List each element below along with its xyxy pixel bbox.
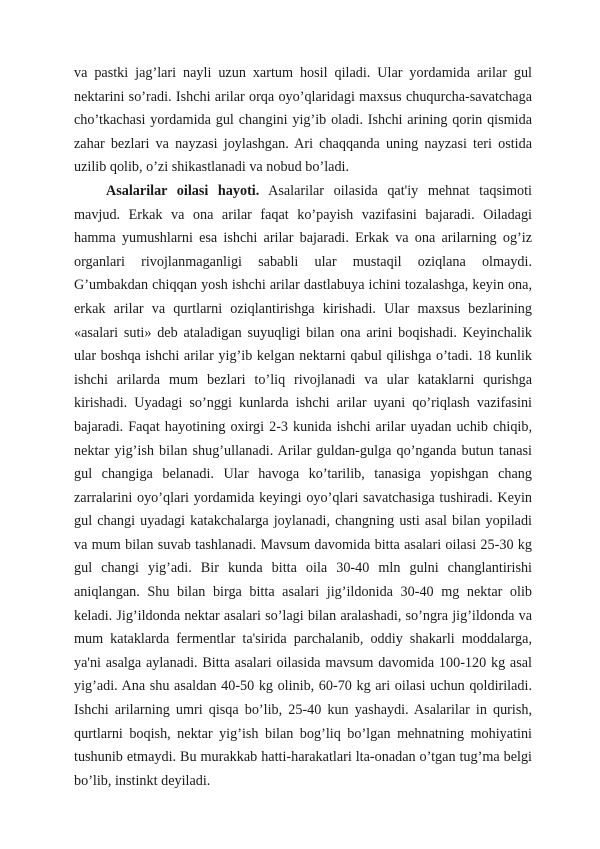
- document-page: [74, 62, 532, 793]
- paragraph-text: va pastki jag’lari nayli uzun xartum hosil qiladi. Ular yordamida arilar gul nektarini so’radi. Ishchi arilar orqa oyo’qlaridagi maxsus chuqurcha-savatchaga cho’tkachasi yordamida gul changini yig’ib oladi. Ishchi arining qorin qismida zahar bezlari va nayzasi joylashgan. Ari chaqqanda uning nayzasi teri ostida uzilib qolib, o’zi shikastlanadi va nobud bo’ladi.: [74, 65, 532, 176]
- paragraph-colony-life: [74, 180, 532, 793]
- paragraph-bee-anatomy: [74, 62, 532, 180]
- paragraph-text: Asalarilar oilasida qat'iy mehnat taqsimoti mavjud. Erkak va ona arilar faqat ko’payish vazifasini bajaradi. Oiladagi hamma yumushlarni esa ishchi arilar bajaradi. Erkak va ona arilarning og’iz organlari rivojlanmaganligi sababli ular mustaqil oziqlana olmaydi. G’umbakdan chiqqan yosh ishchi arilar dastlabuya ichini tozalashga, keyin ona, erkak arilar va qurtlarni oziqlantirishga kirishadi. Ular maxsus bezlarining «asalari suti» deb ataladigan suyuqligi bilan ona arini boqishadi. Keyinchalik ular boshqa ishchi arilar yig’ib kelgan nektarni qabul qilishga o’tadi. 18 kunlik ishchi arilarda mum bezlari to’liq rivojlanadi va ular kataklarni qurishga kirishadi. Uyadagi so’nggi kunlarda ishchi arilar uyani qo’riqlash vazifasini bajaradi. Faqat hayotining oxirgi 2-3 kunida ishchi arilar uyadan uchib chiqib, nektar yig’ish bilan shug’ullanadi. Arilar guldan-gulga qo’nganda butun tanasi gul changiga belanadi. Ular havoga ko’tarilib, tanasiga yopishgan chang zarralarini oyo’qlari yordamida keyingi oyo’qlari savatchasiga tushiradi. Keyin gul changi uyadagi katakchalarga joylanadi, changning usti asal bilan yopiladi va mum bilan suvab tashlanadi. Mavsum davomida bitta asalari oilasi 25-30 kg gul changi yig’adi. Bir kunda bitta oila 30-40 mln gulni changlantirishi aniqlangan. Shu bilan birga bitta asalari jig’ildonida 30-40 mg nektar olib keladi. Jig’ildonda nektar asalari so’lagi bilan aralashadi, so’ngra jig’ildonda va mum kataklarda fermentlar ta'sirida parchalanib, oddiy shakarli moddalarga, ya'ni asalga aylanadi. Bitta asalari oilasida mavsum davomida 100-120 kg asal yig’adi. Ana shu asaldan 40-50 kg olinib, 60-70 kg ari oilasi uchun qoldiriladi. Ishchi arilarning umri qisqa bo’lib, 25-40 kun yashaydi. Asalarilar in qurish, qurtlarni boqish, nektar yig’ish bilan bog’liq bo’lgan mehnatning mohiyatini tushunib etmaydi. Bu murakkab hatti-harakatlari lta-onadan o’tgan tug’ma belgi bo’lib, instinkt deyiladi.: [74, 182, 532, 789]
- section-heading: Asalarilar oilasi hayoti.: [106, 182, 260, 199]
